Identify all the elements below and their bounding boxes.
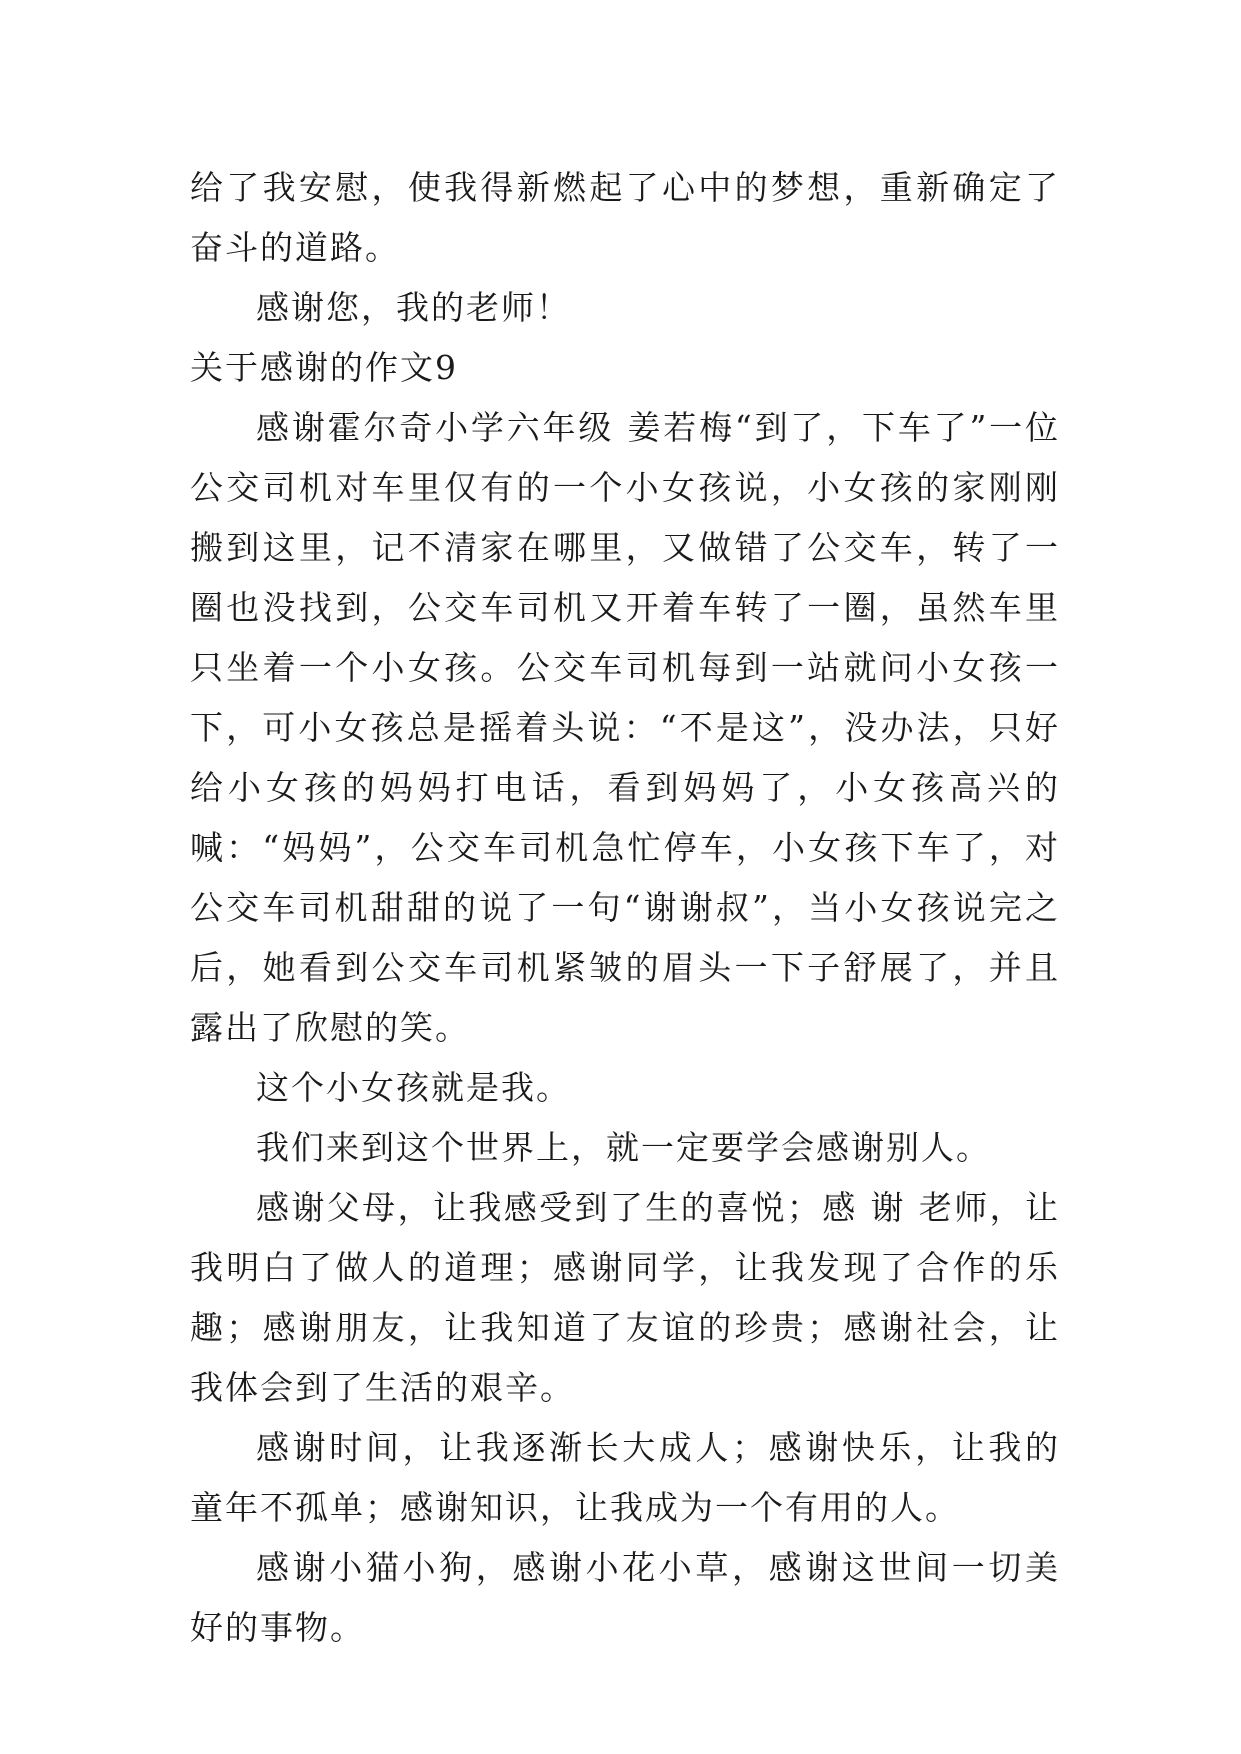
paragraph: 感谢父母，让我感受到了生的喜悦；感 谢 老师，让我明白了做人的道理；感谢同学，让我发现了合作的乐趣；感谢朋友，让我知道了友谊的珍贵；感谢社会，让我体会到了生活的艰辛。	[190, 1188, 1060, 1407]
document-body	[190, 158, 1060, 1658]
paragraph: 感谢小猫小狗，感谢小花小草，感谢这世间一切美好的事物。	[190, 1548, 1060, 1647]
paragraph: 我们来到这个世界上，就一定要学会感谢别人。	[256, 1128, 991, 1167]
paragraph: 感谢您，我的老师！	[256, 288, 571, 327]
paragraph: 给了我安慰，使我得新燃起了心中的梦想，重新确定了奋斗的道路。	[190, 168, 1060, 267]
paragraph: 感谢时间，让我逐渐长大成人；感谢快乐，让我的童年不孤单；感谢知识，让我成为一个有用的人。	[190, 1428, 1060, 1527]
section-title: 关于感谢的作文9	[190, 348, 458, 387]
paragraph: 这个小女孩就是我。	[256, 1068, 571, 1107]
paragraph: 感谢霍尔奇小学六年级 姜若梅“到了，下车了”一位公交司机对车里仅有的一个小女孩说，小女孩的家刚刚搬到这里，记不清家在哪里，又做错了公交车，转了一圈也没找到，公交车司机又开着车转了一圈，虽然车里只坐着一个小女孩。公交车司机每到一站就问小女孩一下，可小女孩总是摇着头说：“不是这”，没办法，只好给小女孩的妈妈打电话，看到妈妈了，小女孩高兴的喊：“妈妈”，公交车司机急忙停车，小女孩下车了，对公交车司机甜甜的说了一句“谢谢叔”，当小女孩说完之后，她看到公交车司机紧皱的眉头一下子舒展了，并且露出了欣慰的笑。	[190, 408, 1060, 1047]
